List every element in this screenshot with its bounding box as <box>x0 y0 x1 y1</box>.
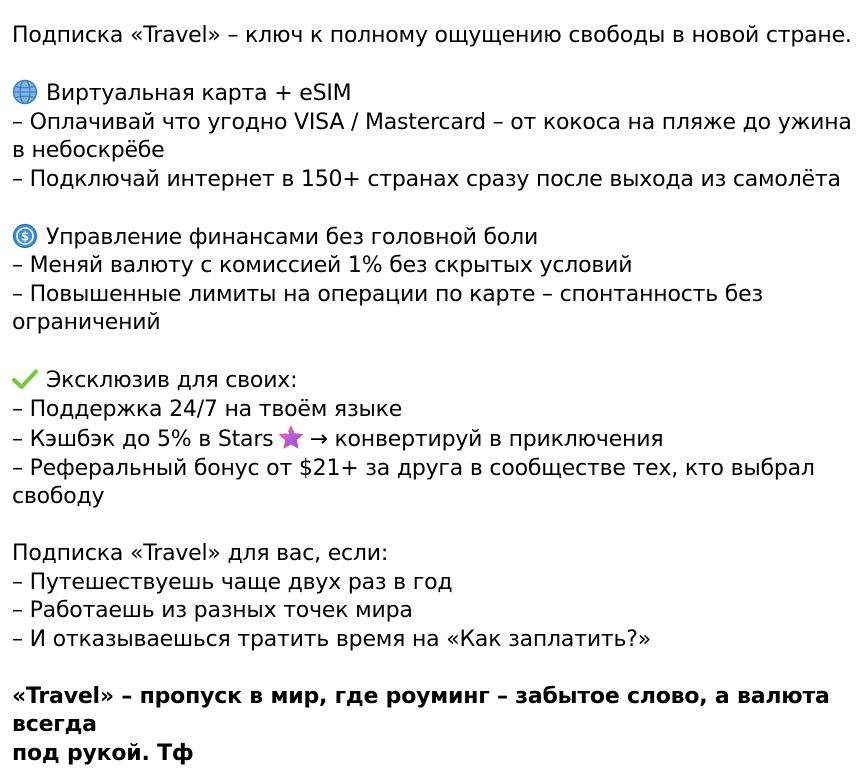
spacer <box>12 51 868 80</box>
spacer <box>12 338 868 367</box>
svg-text:$: $ <box>21 229 29 243</box>
list-item: – И отказываешься тратить время на «Как заплатить?» <box>12 626 868 655</box>
list-item: – Работаешь из разных точек мира <box>12 597 868 626</box>
section-finance-label: Управление финансами без головной боли <box>46 225 538 250</box>
section-virtual-card-label: Виртуальная карта + eSIM <box>46 81 351 106</box>
list-item: – Меняй валюту с комиссией 1% без скрытых условий <box>12 252 868 281</box>
cashback-arrow-text: → конвертируй в приключения <box>309 427 663 452</box>
spacer <box>12 194 868 223</box>
closing-line-cut: под рукой. Тф <box>12 740 868 768</box>
audience-title: Подписка «Travel» для вас, если: <box>12 540 868 569</box>
list-item: – Реферальный бонус от $21+ за друга в сообществе тех, кто выбрал свободу <box>12 455 868 512</box>
list-item <box>12 424 868 455</box>
cashback-text: – Кэшбэк до 5% в Stars <box>12 427 273 452</box>
globe-icon <box>12 79 38 105</box>
dollar-coin-icon <box>12 223 38 249</box>
section-exclusive-label: Эксклюзив для своих: <box>46 368 297 393</box>
list-item: – Подключай интернет в 150+ странах сразу после выхода из самолёта <box>12 166 868 195</box>
post-body <box>12 22 868 768</box>
section-finance-title <box>12 223 868 253</box>
spacer <box>12 512 868 541</box>
list-item: – Оплачивай что угодно VISA / Mastercard – от кокоса на пляже до ужина в небоскрёбе <box>12 109 868 166</box>
spacer <box>12 654 868 683</box>
closing-line: «Travel» – пропуск в мир, где роуминг – забытое слово, а валюта всегда <box>12 683 868 740</box>
section-virtual-card-title <box>12 79 868 109</box>
telegram-star-icon <box>277 424 305 452</box>
section-exclusive-title <box>12 366 868 396</box>
post-intro: Подписка «Travel» – ключ к полному ощущению свободы в новой стране. <box>12 22 868 51</box>
list-item: – Повышенные лимиты на операции по карте – спонтанность без ограничений <box>12 281 868 338</box>
list-item: – Путешествуешь чаще двух раз в год <box>12 569 868 598</box>
check-mark-icon <box>12 366 38 392</box>
list-item: – Поддержка 24/7 на твоём языке <box>12 396 868 425</box>
